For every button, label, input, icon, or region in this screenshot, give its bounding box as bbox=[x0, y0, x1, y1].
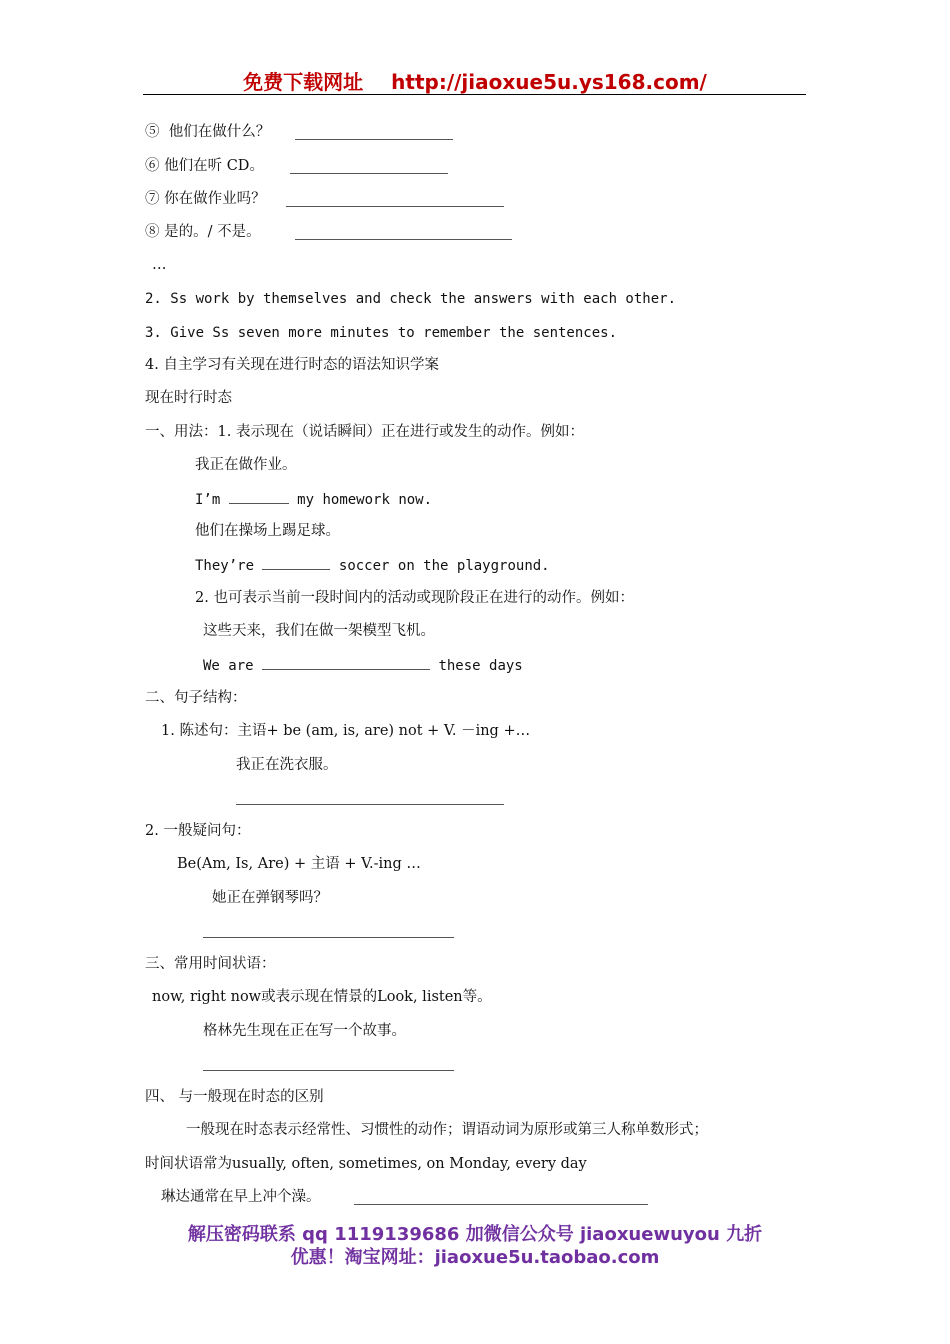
item-5: ⑤ 他们在做什么？ bbox=[145, 124, 271, 140]
adverbial-heading: 三、常用时间状语： bbox=[145, 956, 276, 972]
structure-1-answer-line[interactable] bbox=[236, 804, 504, 805]
example-3-chinese: 这些天来，我们在做一架模型飞机。 bbox=[203, 623, 435, 639]
ellipsis: … bbox=[152, 257, 167, 273]
usage-2: 2. 也可表示当前一段时间内的活动或现阶段正在进行的动作。例如： bbox=[195, 590, 634, 606]
header-url[interactable]: http://jiaoxue5u.ys168.com/ bbox=[391, 70, 707, 94]
item-6: ⑥ 他们在听 CD。 bbox=[145, 158, 264, 174]
difference-line-2: 时间状语常为usually, often, sometimes, on Monday, every day bbox=[145, 1156, 587, 1172]
example-2-blank[interactable] bbox=[262, 555, 330, 570]
example-1-blank[interactable] bbox=[229, 489, 289, 504]
structure-heading: 二、句子结构： bbox=[145, 690, 247, 706]
adverbial-line: now, right now或表示现在情景的Look, listen等。 bbox=[152, 989, 492, 1005]
structure-1: 1. 陈述句：主语+ be (am, is, are) not + V. －ing +… bbox=[161, 723, 531, 739]
example-2-english: They’re soccer on the playground. bbox=[195, 555, 550, 576]
difference-example: 琳达通常在早上冲个澡。 bbox=[161, 1189, 321, 1205]
page-header bbox=[0, 66, 950, 95]
answer-line-8[interactable] bbox=[295, 239, 512, 240]
answer-line-6[interactable] bbox=[290, 173, 448, 174]
footer-line-2: 优惠！淘宝网址：jiaoxue5u.taobao.com bbox=[290, 1247, 660, 1268]
example-1-english: I’m my homework now. bbox=[195, 489, 432, 510]
example-3-blank[interactable] bbox=[262, 655, 430, 670]
difference-answer-line[interactable] bbox=[354, 1204, 648, 1205]
adverbial-example: 格林先生现在正在写一个故事。 bbox=[203, 1023, 406, 1039]
structure-2-answer-line[interactable] bbox=[203, 937, 454, 938]
grammar-title: 现在时行时态 bbox=[145, 390, 232, 406]
answer-line-7[interactable] bbox=[286, 206, 504, 207]
structure-2-formula: Be(Am, Is, Are) + 主语 + V.-ing … bbox=[177, 856, 421, 872]
structure-1-example: 我正在洗衣服。 bbox=[236, 757, 338, 773]
example-1-chinese: 我正在做作业。 bbox=[195, 457, 297, 473]
item-8: ⑧ 是的。/ 不是。 bbox=[145, 224, 261, 240]
example-3-english: We are these days bbox=[203, 655, 523, 676]
answer-line-5[interactable] bbox=[295, 139, 453, 140]
usage-heading: 一、用法：1. 表示现在（说话瞬间）正在进行或发生的动作。例如： bbox=[145, 424, 584, 440]
header-rule bbox=[143, 94, 806, 95]
difference-line-1: 一般现在时态表示经常性、习惯性的动作；谓语动词为原形或第三人称单数形式； bbox=[186, 1122, 708, 1138]
step-2: 2. Ss work by themselves and check the answers with each other. bbox=[145, 291, 677, 307]
structure-2: 2. 一般疑问句： bbox=[145, 823, 251, 839]
adverbial-answer-line[interactable] bbox=[203, 1070, 454, 1071]
step-3: 3. Give Ss seven more minutes to remember the sentences. bbox=[145, 325, 618, 341]
header-title: 免费下载网址 bbox=[243, 70, 364, 94]
step-4: 4. 自主学习有关现在进行时态的语法知识学案 bbox=[145, 357, 439, 373]
footer-line-1: 解压密码联系 qq 1119139686 加微信公众号 jiaoxuewuyou 九折 bbox=[187, 1224, 763, 1245]
item-7: ⑦ 你在做作业吗？ bbox=[145, 191, 266, 207]
structure-2-example: 她正在弹钢琴吗？ bbox=[212, 890, 328, 906]
example-2-chinese: 他们在操场上踢足球。 bbox=[195, 523, 340, 539]
difference-heading: 四、 与一般现在时态的区别 bbox=[145, 1089, 324, 1105]
